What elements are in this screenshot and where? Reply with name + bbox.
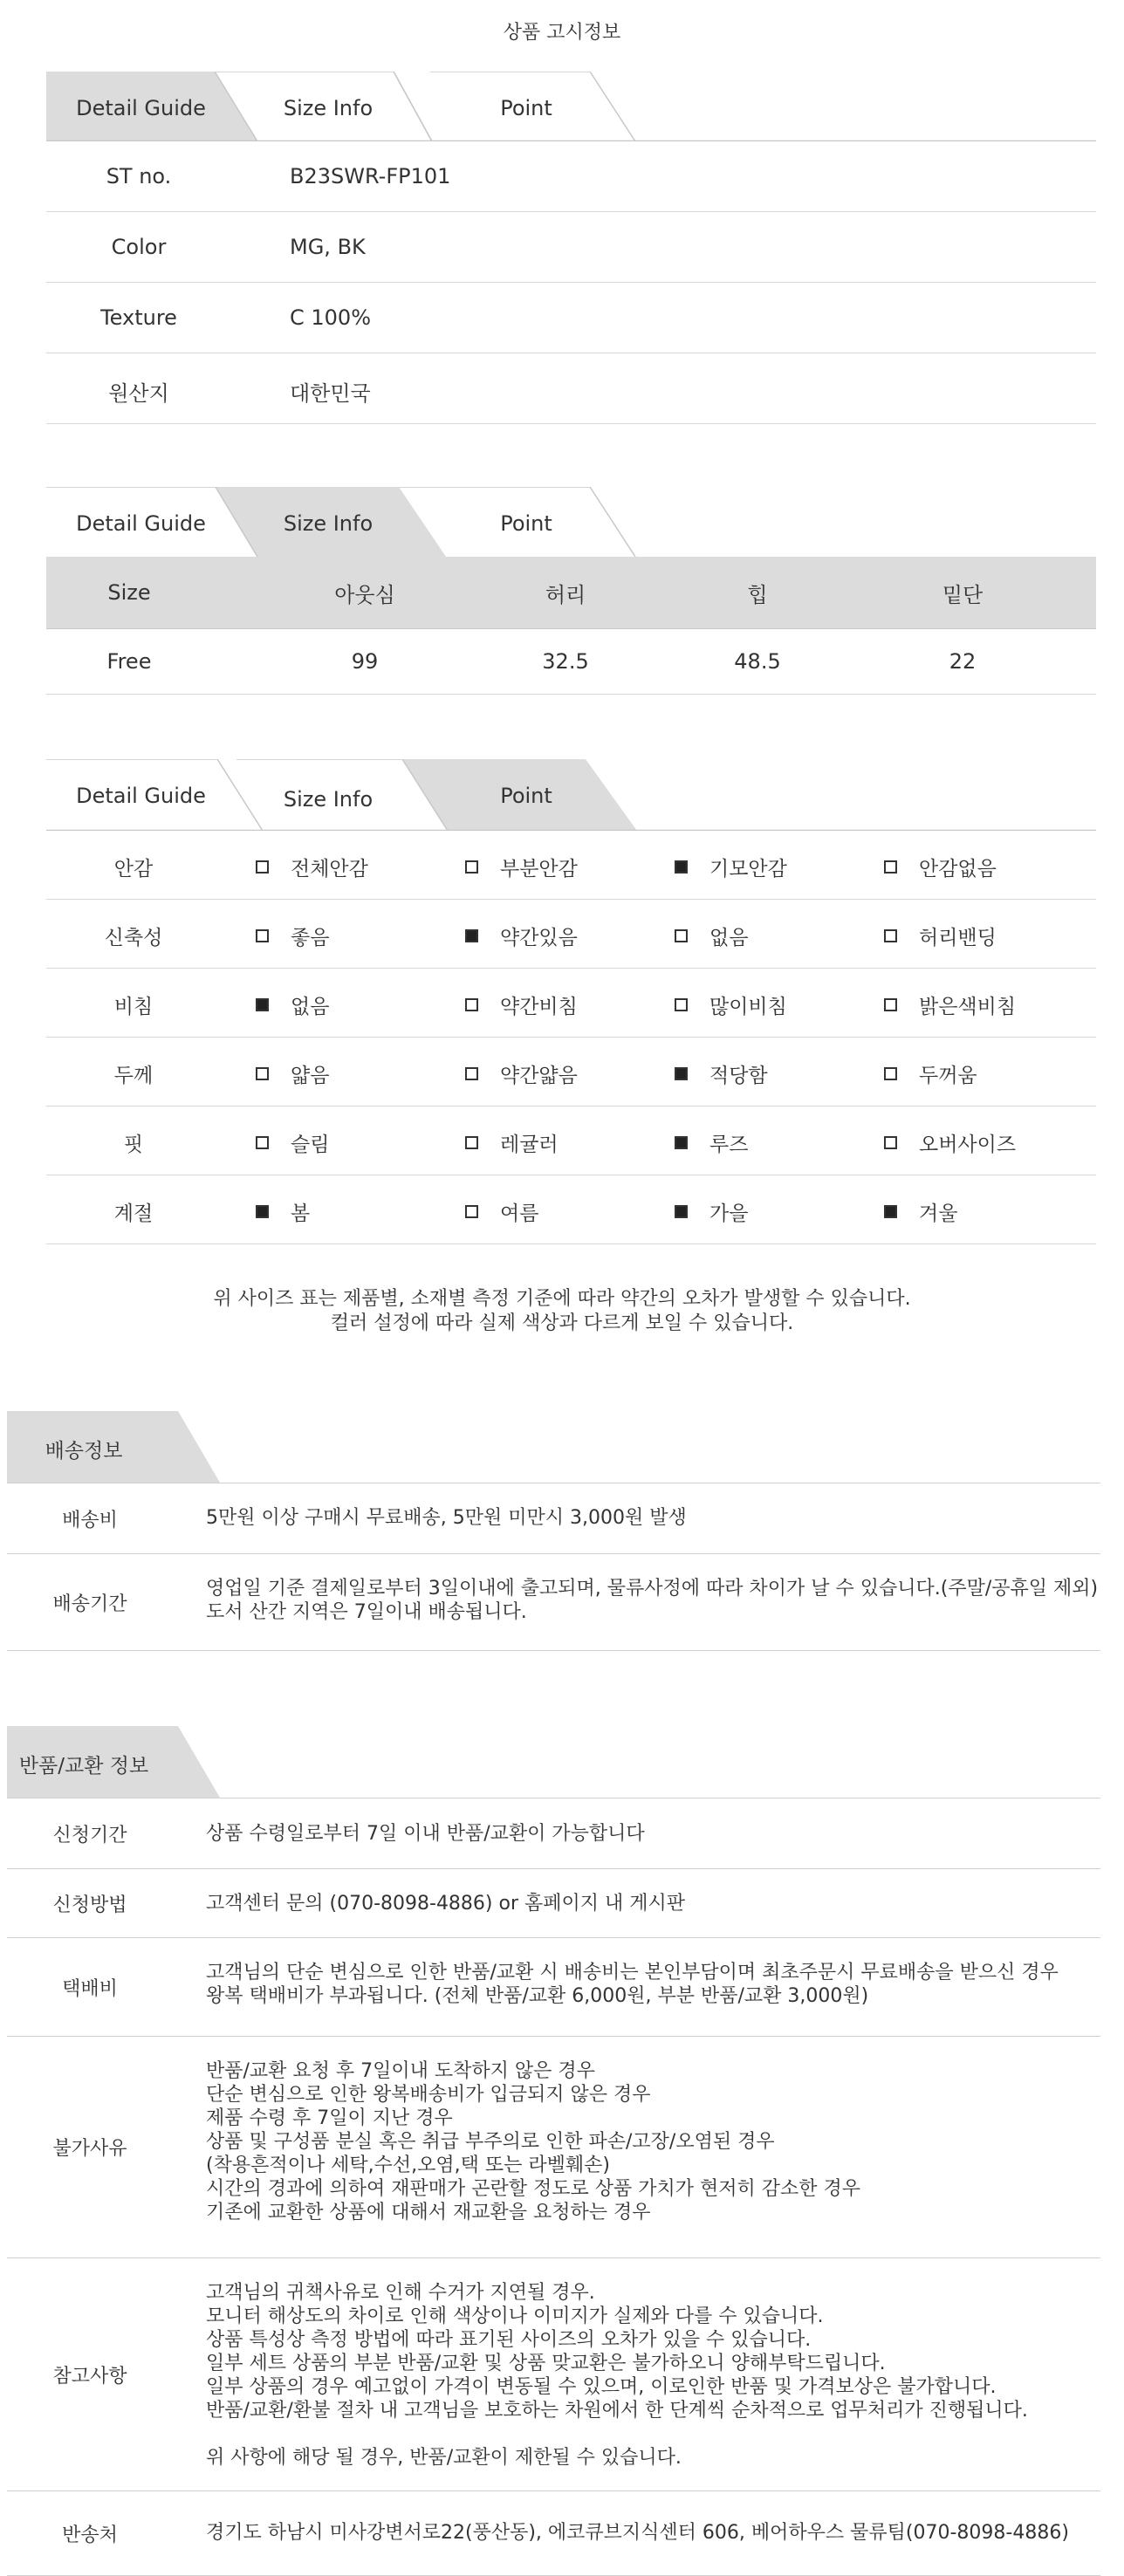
unchecked-box-icon[interactable]	[256, 929, 269, 942]
point-row	[46, 1038, 1096, 1106]
detail-row	[46, 283, 1096, 353]
point-option-label: 겨울	[919, 1202, 958, 1225]
checked-box-icon[interactable]	[675, 1205, 688, 1218]
point-option[interactable]	[465, 853, 578, 881]
point-option-label: 좋음	[291, 927, 330, 949]
returns-header	[7, 1726, 1100, 1798]
point-option-label: 기모안감	[709, 858, 787, 880]
point-option[interactable]	[884, 921, 997, 950]
point-row	[46, 1175, 1096, 1244]
tab-bar	[46, 759, 1096, 831]
point-option[interactable]	[256, 921, 329, 950]
size-header-cell: 밑단	[942, 582, 984, 607]
point-label: 계절	[113, 1202, 154, 1225]
point-label: 비침	[113, 996, 154, 1018]
returns-value	[206, 2258, 1100, 2470]
point-option-label: 전체안감	[291, 858, 368, 880]
returns-title: 반품/교환 정보	[18, 1755, 149, 1778]
point-option[interactable]	[465, 921, 578, 950]
unchecked-box-icon[interactable]	[465, 1205, 478, 1218]
tab-detail-guide[interactable]: Detail Guide	[76, 511, 206, 536]
unchecked-box-icon[interactable]	[256, 1067, 269, 1080]
point-option[interactable]	[465, 1059, 578, 1088]
returns-section	[7, 1726, 1100, 2576]
unchecked-box-icon[interactable]	[465, 1136, 478, 1149]
point-option-label: 가을	[709, 1202, 749, 1225]
point-option-label: 봄	[291, 1202, 311, 1225]
tab-size-info[interactable]: Size Info	[283, 787, 374, 812]
point-label: 신축성	[104, 927, 163, 949]
returns-row	[7, 2491, 1100, 2576]
unchecked-box-icon[interactable]	[465, 998, 478, 1011]
checked-box-icon[interactable]	[884, 1205, 897, 1218]
text-line: 왕복 택배비가 부과됩니다. (전체 반품/교환 6,000원, 부분 반품/교환 3,000원)	[206, 1985, 869, 2007]
shipping-title: 배송정보	[45, 1440, 123, 1463]
point-option[interactable]	[675, 1059, 768, 1088]
point-option-label: 많이비침	[709, 996, 787, 1018]
point-option-label: 슬림	[291, 1134, 330, 1156]
text-line: 일부 세트 상품의 부분 반품/교환 및 상품 맞교환은 불가하오니 양해부탁드립니다.	[206, 2353, 886, 2374]
returns-row	[7, 1938, 1100, 2037]
tab-size-info[interactable]: Size Info	[283, 96, 374, 120]
text-line: 반품/교환/환불 절차 내 고객님을 보호하는 차원에서 한 단계씩 순차적으로 업무처리가 진행됩니다.	[206, 2400, 1028, 2422]
point-option-label: 약간얇음	[500, 1065, 578, 1087]
point-label: 핏	[123, 1134, 144, 1156]
checked-box-icon[interactable]	[675, 860, 688, 874]
detail-row	[46, 212, 1096, 283]
tab-detail-guide[interactable]: Detail Guide	[76, 96, 206, 120]
text-line: 반품/교환 요청 후 7일이내 도착하지 않은 경우	[206, 2060, 595, 2082]
size-cell: 32.5	[542, 649, 589, 674]
returns-row	[7, 2258, 1100, 2491]
returns-value	[206, 1938, 1100, 2008]
tab-detail-guide[interactable]: Detail Guide	[76, 784, 206, 808]
size-table-row	[46, 629, 1096, 695]
text-line: 경기도 하남시 미사강변서로22(풍산동), 에코큐브지식센터 606, 베어하우스 물류팀(070-8098-4886)	[206, 2522, 1069, 2544]
detail-row	[46, 141, 1096, 212]
text-line: 시간의 경과에 의하여 재판매가 곤란할 정도로 상품 가치가 현저히 감소한 경우	[206, 2178, 860, 2200]
size-cell: 22	[949, 649, 977, 674]
unchecked-box-icon[interactable]	[675, 998, 688, 1011]
unchecked-box-icon[interactable]	[884, 998, 897, 1011]
unchecked-box-icon[interactable]	[884, 1067, 897, 1080]
point-option[interactable]	[884, 1128, 1016, 1157]
unchecked-box-icon[interactable]	[884, 1136, 897, 1149]
point-section	[46, 759, 1096, 1244]
point-option-label: 없음	[709, 927, 749, 949]
note-line: 위 사이즈 표는 제품별, 소재별 측정 기준에 따라 약간의 오차가 발생할 수 있습니다.	[213, 1288, 911, 1310]
returns-value	[206, 1798, 1100, 1846]
point-option-label: 루즈	[709, 1134, 749, 1156]
point-option[interactable]	[465, 1128, 559, 1157]
unchecked-box-icon[interactable]	[884, 860, 897, 874]
point-row	[46, 969, 1096, 1038]
point-option[interactable]	[884, 853, 997, 881]
returns-row	[7, 2037, 1100, 2258]
tab-size-info[interactable]: Size Info	[283, 511, 374, 536]
page-title: 상품 고시정보	[503, 22, 621, 44]
tab-bar	[46, 72, 1096, 141]
text-line: (착용흔적이나 세탁,수선,오염,택 또는 라벨훼손)	[206, 2155, 610, 2176]
size-cell: 48.5	[734, 649, 781, 674]
detail-value: B23SWR-FP101	[290, 164, 451, 188]
point-option-label: 부분안감	[500, 858, 578, 880]
tab-point[interactable]: Point	[500, 784, 552, 808]
point-option[interactable]	[675, 990, 787, 1019]
point-label: 두께	[113, 1065, 154, 1087]
tab-point[interactable]: Point	[500, 511, 552, 536]
point-option[interactable]	[884, 990, 1016, 1019]
point-option-label: 두꺼움	[919, 1065, 977, 1087]
checked-box-icon[interactable]	[465, 929, 478, 942]
text-line: 고객님의 단순 변심으로 인한 반품/교환 시 배송비는 본인부담이며 최초주문시 무료배송을 받으신 경우	[206, 1962, 1059, 1983]
size-header-cell: 아웃심	[334, 582, 395, 607]
shipping-value	[206, 1554, 1100, 1624]
text-line: 단순 변심으로 인한 왕복배송비가 입금되지 않은 경우	[206, 2084, 651, 2106]
tab-bar	[46, 487, 1096, 557]
shipping-value	[206, 1483, 1100, 1530]
text-line: 5만원 이상 구매시 무료배송, 5만원 미만시 3,000원 발생	[206, 1507, 687, 1529]
unchecked-box-icon[interactable]	[465, 1067, 478, 1080]
size-notes	[0, 1287, 1124, 1336]
point-option-label: 얇음	[291, 1065, 330, 1087]
detail-label: Texture	[100, 305, 177, 330]
text-line	[206, 2422, 1100, 2446]
point-option-label: 약간비침	[500, 996, 578, 1018]
text-line: 고객센터 문의 (070-8098-4886) or 홈페이지 내 게시판	[206, 1893, 686, 1915]
shipping-row	[7, 1483, 1100, 1554]
returns-label: 신청방법	[52, 1894, 127, 1916]
checked-box-icon[interactable]	[256, 1205, 269, 1218]
size-info-section	[46, 487, 1096, 695]
point-option[interactable]	[256, 1197, 310, 1226]
size-header-cell: Size	[107, 580, 151, 605]
text-line: 제품 수령 후 7일이 지난 경우	[206, 2107, 453, 2129]
detail-row	[46, 353, 1096, 424]
point-option-label: 레귤러	[500, 1134, 559, 1156]
unchecked-box-icon[interactable]	[256, 1136, 269, 1149]
size-cell: 99	[351, 649, 379, 674]
point-option[interactable]	[256, 1059, 329, 1088]
checked-box-icon[interactable]	[675, 1067, 688, 1080]
returns-rows	[7, 1798, 1100, 2576]
point-option-label: 허리밴딩	[919, 927, 997, 949]
point-row	[46, 1106, 1096, 1175]
checked-box-icon[interactable]	[256, 998, 269, 1011]
size-table-header	[46, 557, 1096, 629]
note-line: 컬러 설정에 따라 실제 색상과 다르게 보일 수 있습니다.	[330, 1312, 794, 1334]
detail-guide-section	[46, 72, 1096, 424]
returns-label: 불가사유	[52, 2138, 127, 2160]
point-row	[46, 831, 1096, 900]
text-line: 상품 수령일로부터 7일 이내 반품/교환이 가능합니다	[206, 1823, 645, 1845]
returns-label: 신청기간	[52, 1824, 127, 1846]
point-option[interactable]	[675, 1197, 748, 1226]
point-option-label: 약간있음	[500, 927, 578, 949]
detail-label: 원산지	[108, 381, 169, 406]
text-line: 모니터 해상도의 차이로 인해 색상이나 이미지가 실제와 다를 수 있습니다.	[206, 2305, 824, 2327]
returns-row	[7, 1869, 1100, 1938]
point-option-label: 밝은색비침	[919, 996, 1017, 1018]
point-option[interactable]	[884, 1197, 957, 1226]
point-option-label: 안감없음	[919, 858, 997, 880]
returns-value	[206, 2491, 1100, 2545]
point-option[interactable]	[465, 1197, 538, 1226]
point-option[interactable]	[675, 853, 787, 881]
shipping-label: 배송기간	[52, 1593, 127, 1615]
detail-label: Color	[111, 235, 167, 259]
size-header-cell: 허리	[545, 582, 586, 607]
text-line: 일부 상품의 경우 예고없이 가격이 변동될 수 있으며, 이로인한 반품 및 가격보상은 불가합니다.	[206, 2376, 997, 2398]
shipping-label: 배송비	[62, 1509, 118, 1531]
point-option[interactable]	[675, 1128, 748, 1157]
point-option[interactable]	[256, 853, 368, 881]
text-line: 도서 산간 지역은 7일이내 배송됩니다.	[206, 1601, 527, 1623]
unchecked-box-icon[interactable]	[675, 929, 688, 942]
detail-value: MG, BK	[290, 235, 366, 259]
returns-row	[7, 1798, 1100, 1869]
point-option[interactable]	[465, 990, 578, 1019]
checked-box-icon[interactable]	[675, 1136, 688, 1149]
detail-value: C 100%	[290, 305, 371, 330]
text-line: 상품 및 구성품 분실 혹은 취급 부주의로 인한 파손/고장/오염된 경우	[206, 2131, 775, 2153]
text-line: 상품 특성상 측정 방법에 따라 표기된 사이즈의 오차가 있을 수 있습니다.	[206, 2329, 812, 2351]
returns-label: 반송처	[62, 2524, 118, 2546]
shipping-row	[7, 1554, 1100, 1651]
point-option[interactable]	[675, 921, 748, 950]
detail-label: ST no.	[106, 164, 172, 188]
text-line: 위 사항에 해당 될 경우, 반품/교환이 제한될 수 있습니다.	[206, 2447, 682, 2469]
point-grid	[46, 831, 1096, 1244]
shipping-header	[7, 1411, 1100, 1483]
text-line: 기존에 교환한 상품에 대해서 재교환을 요청하는 경우	[206, 2202, 651, 2223]
point-option-label: 여름	[500, 1202, 539, 1225]
unchecked-box-icon[interactable]	[256, 860, 269, 874]
returns-label: 참고사항	[52, 2365, 127, 2388]
point-row	[46, 900, 1096, 969]
point-option-label: 오버사이즈	[919, 1134, 1017, 1156]
point-option-label: 없음	[291, 996, 330, 1018]
returns-label: 택배비	[62, 1977, 118, 2000]
point-label: 안감	[113, 858, 154, 880]
shipping-section	[7, 1411, 1100, 1651]
point-option[interactable]	[256, 1128, 329, 1157]
text-line: 영업일 기준 결제일로부터 3일이내에 출고되며, 물류사정에 따라 차이가 날 수 있습니다.(주말/공휴일 제외)	[206, 1578, 1099, 1600]
point-option[interactable]	[256, 990, 329, 1019]
point-option-label: 적당함	[709, 1065, 768, 1087]
detail-value: 대한민국	[290, 381, 371, 406]
point-option[interactable]	[884, 1059, 977, 1088]
unchecked-box-icon[interactable]	[884, 929, 897, 942]
text-line: 고객님의 귀책사유로 인해 수거가 지연될 경우.	[206, 2282, 595, 2304]
unchecked-box-icon[interactable]	[465, 860, 478, 874]
tab-point[interactable]: Point	[500, 96, 552, 120]
size-header-cell: 힙	[747, 582, 768, 607]
returns-value	[206, 1869, 1100, 1915]
size-cell: Free	[106, 649, 152, 674]
returns-value	[206, 2037, 1100, 2224]
